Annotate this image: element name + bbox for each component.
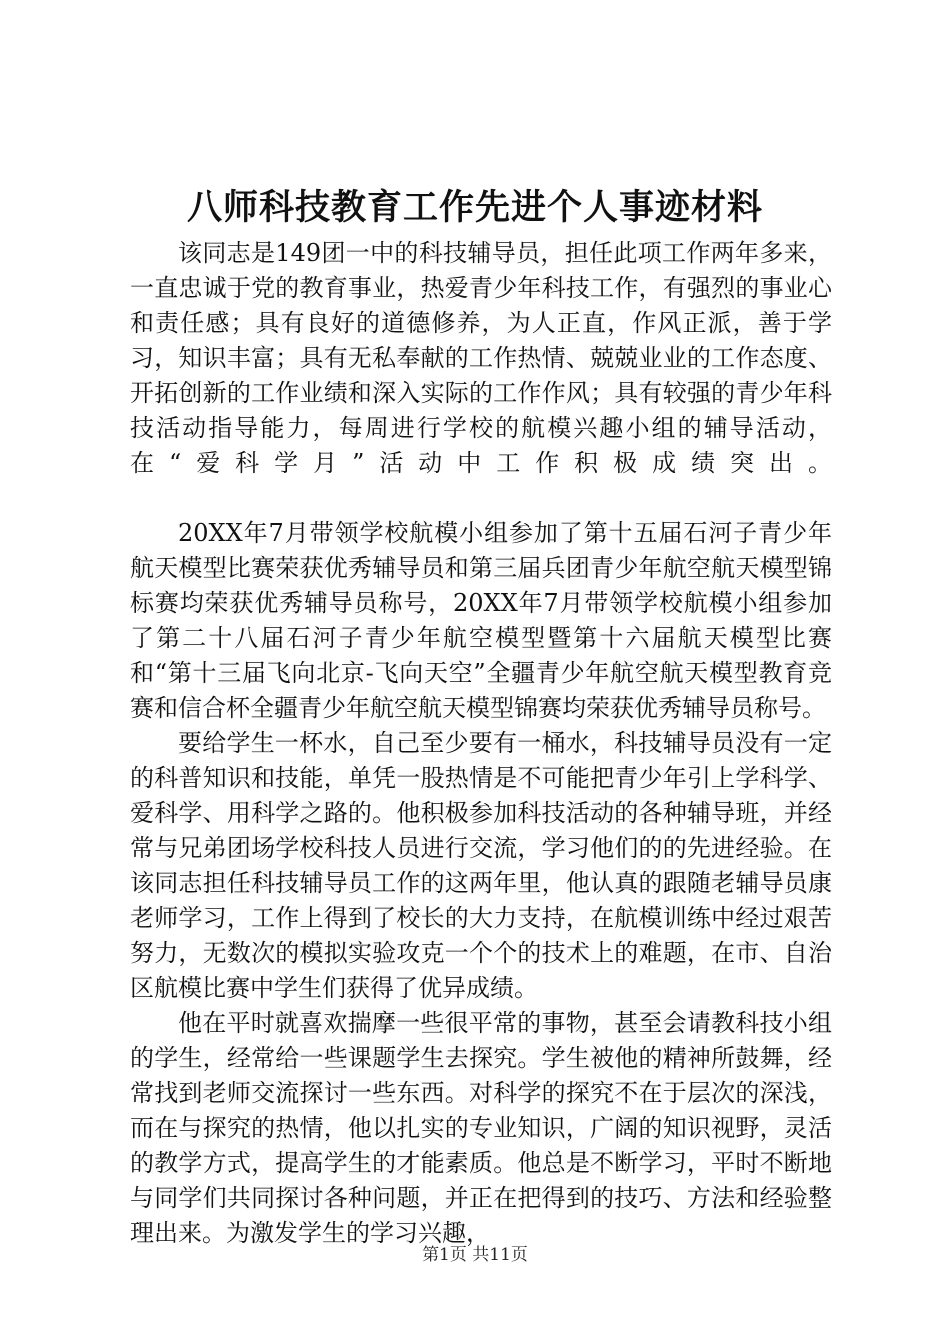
document-title: 八师科技教育工作先进个人事迹材料 xyxy=(186,187,763,228)
document-body xyxy=(130,236,832,1251)
page-footer: 第1页 共11页 xyxy=(422,1245,528,1265)
paragraph-3: 要给学生一杯水，自己至少要有一桶水，科技辅导员没有一定的科普知识和技能，单凭一股热情是不可能把青少年引上学科学、爱科学、用科学之路的。他积极参加科技活动的各种辅导班，并经常与兄弟团场学校科技人员进行交流，学习他们的的先进经验。在该同志担任科技辅导员工作的这两年里，他认真的跟随老辅导员康老师学习，工作上得到了校长的大力支持，在航模训练中经过艰苦努力，无数次的模拟实验攻克一个个的技术上的难题，在市、自治区航模比赛中学生们获得了优异成绩。 xyxy=(130,729,832,1002)
paragraph-2: 20XX年7月带领学校航模小组参加了第十五届石河子青少年航天模型比赛荣获优秀辅导员和第三届兵团青少年航空航天模型锦标赛均荣获优秀辅导员称号，20XX年7月带领学校航模小组参加了第二十八届石河子青少年航空模型暨第十六届航天模型比赛和“第十三届飞向北京-飞向天空”全疆青少年航空航天模型教育竞赛和信合杯全疆青少年航空航天模型锦赛均荣获优秀辅导员称号。 xyxy=(130,519,832,722)
paragraph-4: 他在平时就喜欢揣摩一些很平常的事物，甚至会请教科技小组的学生，经常给一些课题学生去探究。学生被他的精神所鼓舞，经常找到老师交流探讨一些东西。对科学的探究不在于层次的深浅，而在与探究的热情，他以扎实的专业知识，广阔的知识视野，灵活的教学方式，提高学生的才能素质。他总是不断学习，平时不断地与同学们共同探讨各种问题，并正在把得到的技巧、方法和经验整理出来。为激发学生的学习兴趣， xyxy=(130,1009,832,1247)
paragraph-1: 该同志是149团一中的科技辅导员，担任此项工作两年多来，一直忠诚于党的教育事业，热爱青少年科技工作，有强烈的事业心和责任感；具有良好的道德修养，为人正直，作风正派，善于学习，知识丰富；具有无私奉献的工作热情、兢兢业业的工作态度、开拓创新的工作业绩和深入实际的工作作风；具有较强的青少年科技活动指导能力，每周进行学校的航模兴趣小组的辅导活动，在“爱科学月”活动中工作积极成绩突出。 xyxy=(130,239,832,477)
